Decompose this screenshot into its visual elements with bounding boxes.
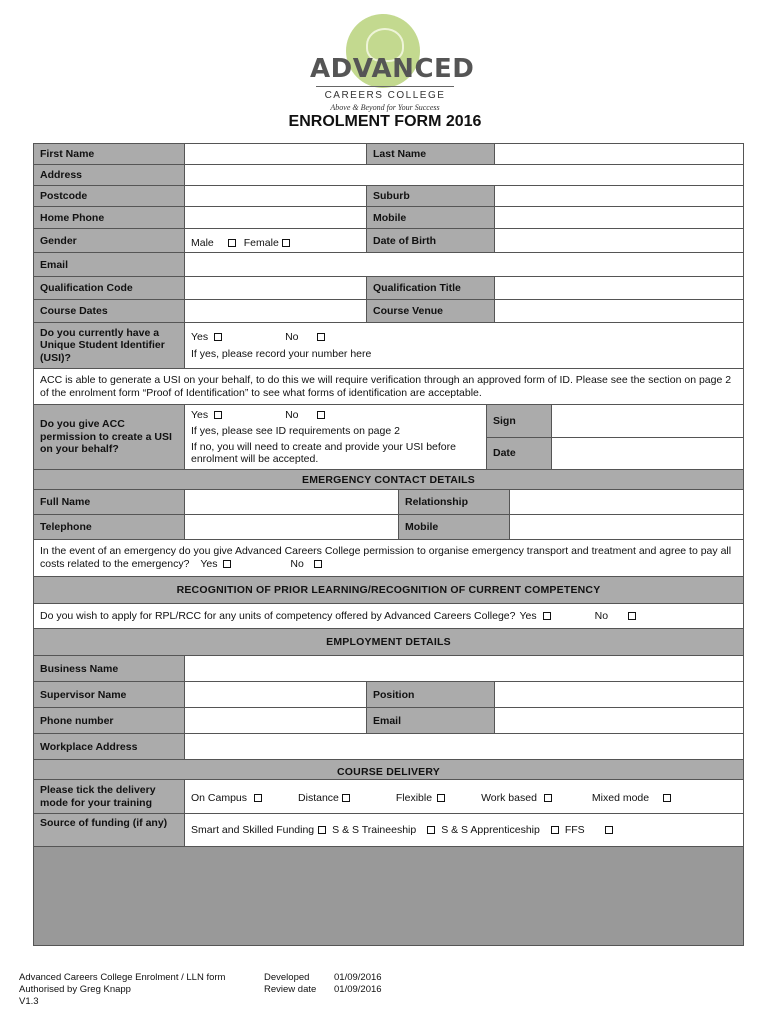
email-input[interactable]	[185, 253, 743, 276]
relationship-label: Relationship	[399, 490, 510, 514]
workplace-address-label: Workplace Address	[34, 734, 185, 759]
dob-label: Date of Birth	[367, 229, 495, 252]
postcode-input[interactable]	[185, 186, 367, 206]
funding-options	[185, 814, 743, 846]
male-checkbox[interactable]	[228, 239, 236, 247]
date-input[interactable]	[552, 438, 743, 470]
home-phone-label: Home Phone	[34, 207, 185, 228]
rpl-header-row	[34, 577, 743, 604]
permission-no-label: No	[285, 409, 299, 421]
row-business	[34, 656, 743, 682]
usi-yes-checkbox[interactable]	[214, 333, 222, 341]
footer-version: V1.3	[19, 996, 39, 1007]
qualification-code-label: Qualification Code	[34, 277, 185, 299]
sign-input[interactable]	[552, 405, 743, 438]
row-delivery-mode	[34, 780, 743, 814]
permission-yes-checkbox[interactable]	[214, 411, 222, 419]
home-phone-input[interactable]	[185, 207, 367, 228]
female-checkbox[interactable]	[282, 239, 290, 247]
logo-tagline: Above & Beyond for Your Success	[330, 103, 440, 112]
emergency-full-name-input[interactable]	[185, 490, 399, 514]
usi-note-text: ACC is able to generate a USI on your behalf, to do this we will require verification through an approved form of ID. Please see the section on page 2 of the enrolment form “Proof of Identification” to see what forms of identification are acceptable.	[34, 369, 743, 404]
course-dates-label: Course Dates	[34, 300, 185, 322]
qualification-code-input[interactable]	[185, 277, 367, 299]
first-name-input[interactable]	[185, 144, 367, 164]
qualification-title-input[interactable]	[495, 277, 743, 299]
address-label: Address	[34, 165, 185, 185]
delivery-mode-options	[185, 780, 743, 813]
rpl-yes-label: Yes	[519, 609, 537, 622]
position-input[interactable]	[495, 682, 743, 707]
page-title: ENROLMENT FORM 2016	[288, 113, 482, 130]
course-venue-input[interactable]	[495, 300, 743, 322]
funding-ffs-label: FFS	[564, 824, 585, 836]
usi-record-text: If yes, please record your number here	[191, 347, 372, 360]
supervisor-name-label: Supervisor Name	[34, 682, 185, 707]
funding-ffs-checkbox[interactable]	[605, 826, 613, 834]
postcode-label: Postcode	[34, 186, 185, 206]
row-employment-phone	[34, 708, 743, 734]
funding-apprenticeship-label: S & S Apprenticeship	[441, 824, 540, 836]
funding-apprenticeship-checkbox[interactable]	[551, 826, 559, 834]
row-usi	[34, 323, 743, 369]
row-emergency-consent	[34, 540, 743, 577]
dob-input[interactable]	[495, 229, 743, 252]
row-gender	[34, 229, 743, 253]
business-name-input[interactable]	[185, 656, 743, 681]
row-emergency-name	[34, 490, 743, 515]
footer-left	[19, 972, 225, 1008]
sign-label: Sign	[487, 405, 551, 438]
female-label: Female	[243, 236, 279, 249]
delivery-section-header: COURSE DELIVERY	[34, 760, 743, 779]
row-course	[34, 300, 743, 323]
emergency-yes-checkbox[interactable]	[223, 560, 231, 568]
mode-work-based-checkbox[interactable]	[544, 794, 552, 802]
employment-section-header: EMPLOYMENT DETAILS	[34, 629, 743, 655]
footer-dates-values	[334, 972, 382, 996]
sign-date-labels	[487, 405, 552, 469]
date-label: Date	[487, 438, 551, 470]
row-supervisor	[34, 682, 743, 708]
usi-no-checkbox[interactable]	[317, 333, 325, 341]
supervisor-name-input[interactable]	[185, 682, 367, 707]
employment-email-input[interactable]	[495, 708, 743, 733]
mode-mixed-label: Mixed mode	[591, 791, 650, 804]
emergency-consent	[34, 540, 743, 576]
row-address	[34, 165, 743, 186]
usi-permission-label: Do you give ACC permission to create a USI on your behalf?	[34, 405, 185, 469]
mobile-label: Mobile	[367, 207, 495, 228]
mode-flexible-label: Flexible	[395, 791, 433, 804]
logo-divider	[316, 86, 454, 87]
course-dates-input[interactable]	[185, 300, 367, 322]
mode-mixed-checkbox[interactable]	[663, 794, 671, 802]
rpl-section-header: RECOGNITION OF PRIOR LEARNING/RECOGNITION OF CURRENT COMPETENCY	[34, 577, 743, 603]
usi-question-label: Do you currently have a Unique Student Identifier (USI)?	[34, 323, 185, 368]
delivery-header-row	[34, 760, 743, 780]
logo-subtitle: CAREERS COLLEGE	[324, 90, 446, 101]
mode-flexible-checkbox[interactable]	[437, 794, 445, 802]
mode-work-based-label: Work based	[481, 791, 537, 804]
row-rpl	[34, 604, 743, 629]
usi-permission-answer	[185, 405, 487, 469]
rpl-question-text: Do you wish to apply for RPL/RCC for any units of competency offered by Advanced Careers College?	[40, 609, 516, 622]
suburb-input[interactable]	[495, 186, 743, 206]
delivery-mode-label: Please tick the delivery mode for your training	[34, 780, 185, 813]
emergency-mobile-input[interactable]	[510, 515, 743, 539]
permission-if-no-text: If no, you will need to create and provide your USI before enrolment will be accepted.	[191, 441, 456, 465]
footer-dates-labels	[264, 972, 316, 996]
sign-date-inputs	[552, 405, 743, 469]
logo-brand: ADVANCED	[310, 54, 475, 84]
funding-smart-skilled-checkbox[interactable]	[318, 826, 326, 834]
footer-developed-label: Developed	[264, 972, 310, 983]
permission-see-id-text: If yes, please see ID requirements on page 2	[191, 425, 400, 437]
permission-no-checkbox[interactable]	[317, 411, 325, 419]
college-logo	[310, 14, 475, 112]
rpl-question	[34, 604, 743, 628]
gender-options	[185, 229, 367, 252]
row-postcode	[34, 186, 743, 207]
footer-developed-date: 01/09/2016	[334, 972, 382, 983]
enrolment-form	[33, 143, 744, 946]
row-funding	[34, 814, 743, 847]
last-name-input[interactable]	[495, 144, 743, 164]
email-label: Email	[34, 253, 185, 276]
employment-header-row	[34, 629, 743, 656]
emergency-telephone-label: Telephone	[34, 515, 185, 539]
employment-phone-label: Phone number	[34, 708, 185, 733]
footer-review-label: Review date	[264, 984, 317, 995]
address-input[interactable]	[185, 165, 743, 185]
last-name-label: Last Name	[367, 144, 495, 164]
emergency-section-header: EMERGENCY CONTACT DETAILS	[34, 470, 743, 489]
mode-distance-label: Distance	[298, 791, 339, 804]
footer-form-name: Advanced Careers College Enrolment / LLN form	[19, 972, 226, 983]
gender-label: Gender	[34, 229, 185, 252]
mobile-input[interactable]	[495, 207, 743, 228]
emergency-yes-label: Yes	[200, 558, 218, 570]
male-label: Male	[191, 236, 214, 249]
workplace-address-input[interactable]	[185, 734, 743, 759]
usi-answer	[185, 323, 743, 368]
funding-traineeship-label: S & S Traineeship	[332, 824, 417, 836]
business-name-label: Business Name	[34, 656, 185, 681]
emergency-mobile-label: Mobile	[399, 515, 510, 539]
suburb-label: Suburb	[367, 186, 495, 206]
mode-distance-checkbox[interactable]	[342, 794, 350, 802]
row-emergency-phone	[34, 515, 743, 540]
emergency-full-name-label: Full Name	[34, 490, 185, 514]
mode-on-campus-checkbox[interactable]	[254, 794, 262, 802]
funding-label: Source of funding (if any)	[34, 814, 185, 846]
qualification-title-label: Qualification Title	[367, 277, 495, 299]
emergency-consent-text: In the event of an emergency do you give Advanced Careers College permission to organise emergency transport and treatment and agree to pay all costs related to the emergency?	[40, 545, 732, 570]
funding-smart-skilled-label: Smart and Skilled Funding	[191, 824, 315, 836]
emergency-telephone-input[interactable]	[185, 515, 399, 539]
usi-no-label: No	[285, 330, 299, 343]
rpl-yes-checkbox[interactable]	[543, 612, 551, 620]
employment-email-label: Email	[367, 708, 495, 733]
row-usi-note	[34, 369, 743, 405]
position-label: Position	[367, 682, 495, 707]
rpl-no-checkbox[interactable]	[628, 612, 636, 620]
row-usi-permission	[34, 405, 743, 470]
emergency-header-row	[34, 470, 743, 490]
row-workplace	[34, 734, 743, 760]
row-qualification	[34, 277, 743, 300]
course-venue-label: Course Venue	[367, 300, 495, 322]
row-email	[34, 253, 743, 277]
mode-on-campus-label: On Campus	[191, 791, 248, 804]
row-phone	[34, 207, 743, 229]
row-name	[34, 144, 743, 165]
rpl-no-label: No	[594, 609, 609, 622]
permission-yes-label: Yes	[191, 409, 209, 421]
footer-review-date: 01/09/2016	[334, 984, 382, 995]
emergency-no-label: No	[290, 558, 304, 570]
first-name-label: First Name	[34, 144, 185, 164]
footer-authorised: Authorised by Greg Knapp	[19, 984, 131, 995]
relationship-input[interactable]	[510, 490, 743, 514]
usi-yes-label: Yes	[191, 330, 209, 343]
emergency-no-checkbox[interactable]	[314, 560, 322, 568]
funding-traineeship-checkbox[interactable]	[427, 826, 435, 834]
employment-phone-input[interactable]	[185, 708, 367, 733]
